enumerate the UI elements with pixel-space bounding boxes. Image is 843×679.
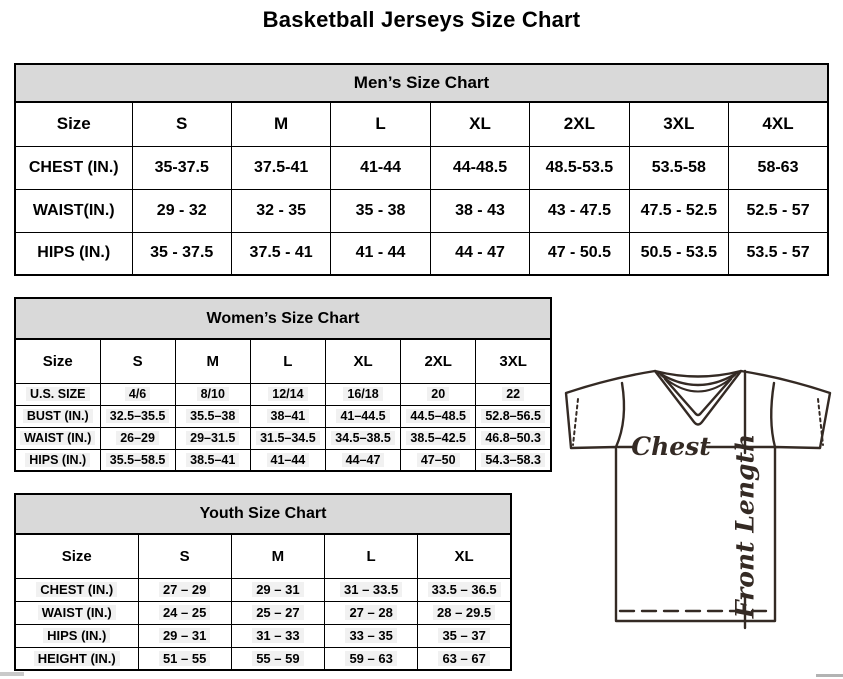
size-value: 58-63 [729,146,828,189]
size-value: 20 [401,383,476,405]
column-header: 4XL [729,102,828,146]
size-value: 27 – 28 [325,601,418,624]
size-value: 35-37.5 [132,146,231,189]
jersey-outline [566,371,830,621]
mens-table-title: Men’s Size Chart [14,63,829,101]
size-value: 31.5–34.5 [250,427,325,449]
page-title: Basketball Jerseys Size Chart [262,7,581,32]
column-header: Size [15,339,100,383]
left-cuff-dashed-line [573,399,578,445]
table-row [15,383,551,405]
size-value: 31 – 33 [231,624,324,647]
size-value: 53.5 - 57 [729,232,828,275]
row-label: HIPS (IN.) [15,449,100,471]
horizontal-scrollbar-thumb[interactable] [0,672,24,676]
size-value: 52.5 - 57 [729,189,828,232]
row-label: BUST (IN.) [15,405,100,427]
table-row [15,146,828,189]
size-value: 59 – 63 [325,647,418,670]
size-value: 32.5–35.5 [100,405,175,427]
size-value: 54.3–58.3 [476,449,551,471]
mens-size-table [14,101,829,276]
column-header: M [231,534,324,578]
table-header-row [15,339,551,383]
size-value: 35 - 38 [331,189,430,232]
size-value: 44 - 47 [430,232,529,275]
column-header: XL [325,339,400,383]
column-header: XL [430,102,529,146]
size-value: 32 - 35 [231,189,330,232]
table-header-row [15,102,828,146]
row-label: CHEST (IN.) [15,578,138,601]
column-header: S [132,102,231,146]
column-header: S [100,339,175,383]
front-length-label: Front Length [730,433,760,619]
column-header: S [138,534,231,578]
table-row [15,624,511,647]
horizontal-scrollbar-fragment[interactable] [816,674,843,677]
size-value: 44-48.5 [430,146,529,189]
size-value: 27 – 29 [138,578,231,601]
size-value: 53.5-58 [629,146,728,189]
size-value: 28 – 29.5 [418,601,511,624]
size-value: 41 - 44 [331,232,430,275]
row-label: WAIST (IN.) [15,427,100,449]
youth-table-title: Youth Size Chart [14,493,512,533]
womens-size-chart [14,297,552,472]
size-value: 47–50 [401,449,476,471]
size-value: 55 – 59 [231,647,324,670]
size-value: 29 – 31 [231,578,324,601]
row-label: HIPS (IN.) [15,624,138,647]
size-value: 38.5–41 [175,449,250,471]
size-value: 47.5 - 52.5 [629,189,728,232]
youth-size-table [14,533,512,671]
right-sleeve-seam [771,383,775,447]
size-value: 37.5-41 [231,146,330,189]
table-row [15,405,551,427]
womens-size-table [14,338,552,472]
size-value: 34.5–38.5 [325,427,400,449]
size-value: 4/6 [100,383,175,405]
row-label: HIPS (IN.) [15,232,132,275]
size-value: 22 [476,383,551,405]
column-header: M [231,102,330,146]
size-value: 44.5–48.5 [401,405,476,427]
size-value: 25 – 27 [231,601,324,624]
size-value: 31 – 33.5 [325,578,418,601]
table-row [15,578,511,601]
size-value: 47 - 50.5 [530,232,629,275]
column-header: L [331,102,430,146]
table-row [15,647,511,670]
size-value: 35.5–58.5 [100,449,175,471]
size-value: 24 – 25 [138,601,231,624]
column-header: XL [418,534,511,578]
column-header: 2XL [530,102,629,146]
column-header: 3XL [476,339,551,383]
jersey-diagram [556,358,840,642]
table-row [15,427,551,449]
size-value: 29–31.5 [175,427,250,449]
table-row [15,189,828,232]
size-value: 38–41 [250,405,325,427]
table-row [15,601,511,624]
right-cuff-dashed-line [818,399,823,445]
size-value: 33 – 35 [325,624,418,647]
size-value: 52.8–56.5 [476,405,551,427]
column-header: Size [15,102,132,146]
row-label: WAIST(IN.) [15,189,132,232]
size-value: 63 – 67 [418,647,511,670]
column-header: L [250,339,325,383]
size-value: 35.5–38 [175,405,250,427]
size-value: 26–29 [100,427,175,449]
column-header: M [175,339,250,383]
size-value: 41–44 [250,449,325,471]
column-header: Size [15,534,138,578]
size-value: 37.5 - 41 [231,232,330,275]
row-label: CHEST (IN.) [15,146,132,189]
table-row [15,232,828,275]
size-value: 43 - 47.5 [530,189,629,232]
size-value: 44–47 [325,449,400,471]
size-value: 51 – 55 [138,647,231,670]
table-row [15,449,551,471]
size-value: 50.5 - 53.5 [629,232,728,275]
size-value: 29 - 32 [132,189,231,232]
size-value: 41-44 [331,146,430,189]
size-value: 33.5 – 36.5 [418,578,511,601]
size-value: 12/14 [250,383,325,405]
size-value: 38 - 43 [430,189,529,232]
size-value: 35 - 37.5 [132,232,231,275]
size-value: 35 – 37 [418,624,511,647]
column-header: 2XL [401,339,476,383]
size-value: 48.5-53.5 [530,146,629,189]
womens-table-title: Women’s Size Chart [14,297,552,338]
row-label: U.S. SIZE [15,383,100,405]
size-value: 46.8–50.3 [476,427,551,449]
column-header: L [325,534,418,578]
mens-size-chart [14,63,829,276]
size-value: 41–44.5 [325,405,400,427]
youth-size-chart [14,493,512,671]
chest-label: Chest [631,432,711,461]
column-header: 3XL [629,102,728,146]
size-value: 38.5–42.5 [401,427,476,449]
table-header-row [15,534,511,578]
row-label: WAIST (IN.) [15,601,138,624]
size-value: 29 – 31 [138,624,231,647]
size-value: 16/18 [325,383,400,405]
row-label: HEIGHT (IN.) [15,647,138,670]
left-sleeve-seam [616,383,624,447]
size-value: 8/10 [175,383,250,405]
